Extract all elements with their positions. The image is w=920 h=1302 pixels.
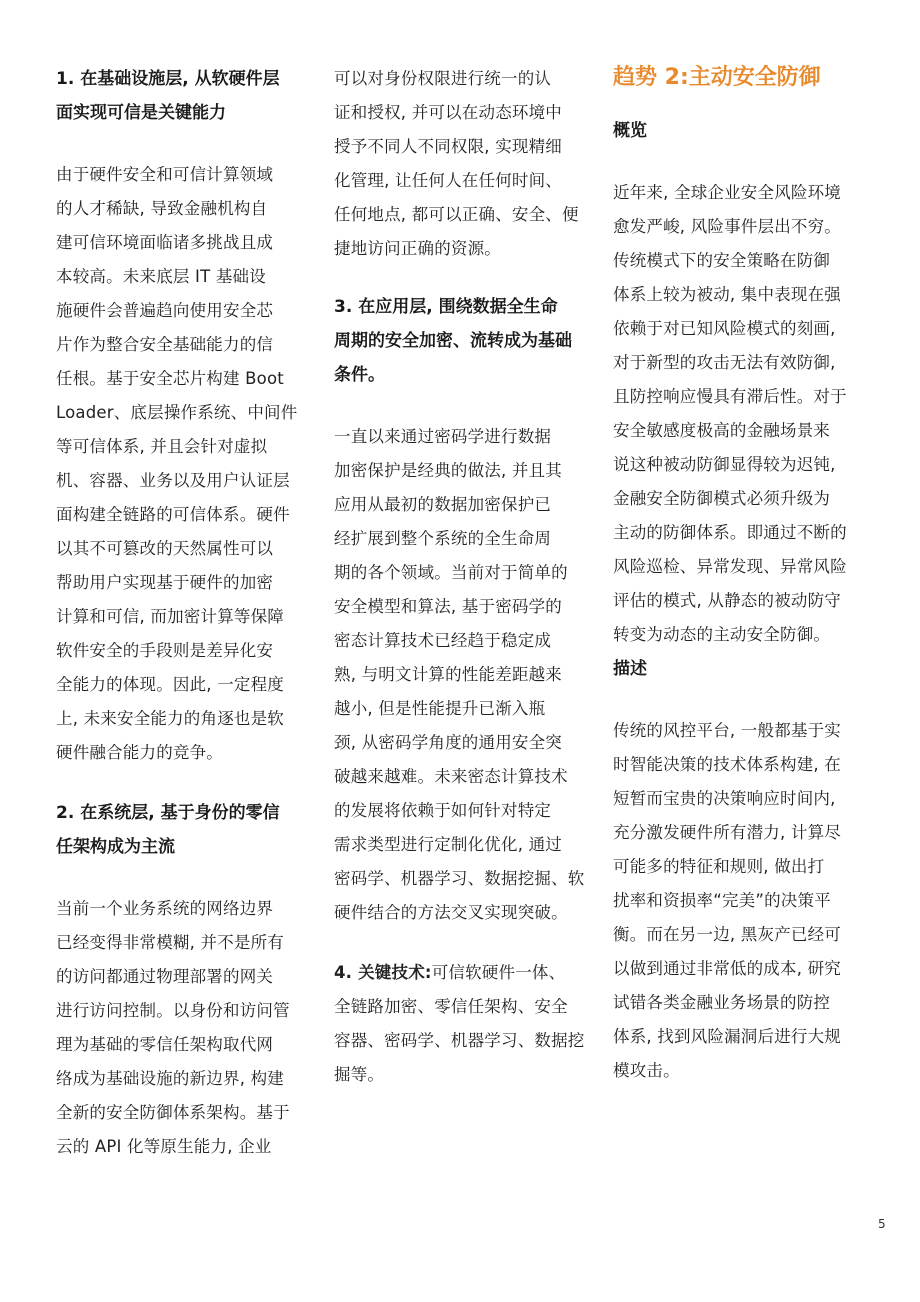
text-line: 面构建全链路的可信体系。硬件 bbox=[56, 505, 290, 524]
text-line: 等可信体系, 并且会针对虚拟 bbox=[56, 437, 268, 456]
text-line: 理为基础的零信任架构取代网 bbox=[56, 1035, 274, 1054]
text-line: 任何地点, 都可以正确、安全、便 bbox=[334, 205, 579, 224]
text-line: 由于硬件安全和可信计算领域 bbox=[56, 165, 274, 184]
text-line: Loader、底层操作系统、中间件 bbox=[56, 403, 298, 422]
text-line: 机、容器、业务以及用户认证层 bbox=[56, 471, 290, 490]
section4-line: 全链路加密、零信任架构、安全 bbox=[334, 997, 568, 1016]
text-line: 证和授权, 并可以在动态环境中 bbox=[334, 103, 562, 122]
text-line: 体系上较为被动, 集中表现在强 bbox=[613, 285, 841, 304]
column-right bbox=[613, 58, 869, 1088]
text-line: 加密保护是经典的做法, 并且其 bbox=[334, 461, 562, 480]
column-left bbox=[56, 62, 312, 1164]
text-line: 硬件结合的方法交叉实现突破。 bbox=[334, 903, 568, 922]
text-line: 可能多的特征和规则, 做出打 bbox=[613, 857, 825, 876]
text-line: 金融安全防御模式必须升级为 bbox=[613, 489, 831, 508]
section4-paragraph bbox=[334, 956, 590, 1092]
text-line: 转变为动态的主动安全防御。 bbox=[613, 625, 831, 644]
text-line: 需求类型进行定制化优化, 通过 bbox=[334, 835, 562, 854]
text-line: 已经变得非常模糊, 并不是所有 bbox=[56, 933, 284, 952]
text-line: 周期的安全加密、流转成为基础 bbox=[334, 331, 572, 351]
text-line: 的发展将依赖于如何针对特定 bbox=[334, 801, 552, 820]
section2-body bbox=[56, 892, 312, 1164]
text-line: 一直以来通过密码学进行数据 bbox=[334, 427, 552, 446]
text-line: 络成为基础设施的新边界, 构建 bbox=[56, 1069, 284, 1088]
text-line: 且防控响应慢具有滞后性。对于 bbox=[613, 387, 847, 406]
text-line: 条件。 bbox=[334, 365, 385, 385]
text-line: 的访问都通过物理部署的网关 bbox=[56, 967, 274, 986]
text-line: 计算和可信, 而加密计算等保障 bbox=[56, 607, 284, 626]
text-line: 以做到通过非常低的成本, 研究 bbox=[613, 959, 841, 978]
text-line: 颈, 从密码学角度的通用安全突 bbox=[334, 733, 562, 752]
trend-title: 趋势 2:主动安全防御 bbox=[613, 65, 821, 90]
text-line: 本较高。未来底层 IT 基础设 bbox=[56, 267, 266, 286]
text-line: 进行访问控制。以身份和访问管 bbox=[56, 1001, 290, 1020]
text-line: 经扩展到整个系统的全生命周 bbox=[334, 529, 552, 548]
section4-label: 4. 关键技术: bbox=[334, 963, 432, 982]
text-line: 硬件融合能力的竞争。 bbox=[56, 743, 223, 762]
text-line: 当前一个业务系统的网络边界 bbox=[56, 899, 274, 918]
text-line: 安全模型和算法, 基于密码学的 bbox=[334, 597, 562, 616]
section4-first-line bbox=[334, 956, 590, 990]
text-line: 时智能决策的技术体系构建, 在 bbox=[613, 755, 841, 774]
text-line: 建可信环境面临诸多挑战且成 bbox=[56, 233, 274, 252]
text-line: 传统的风控平台, 一般都基于实 bbox=[613, 721, 841, 740]
text-line: 面实现可信是关键能力 bbox=[56, 103, 226, 123]
section3-heading bbox=[334, 290, 590, 392]
text-line: 可以对身份权限进行统一的认 bbox=[334, 69, 552, 88]
text-line: 1. 在基础设施层, 从软硬件层 bbox=[56, 69, 280, 89]
text-line: 安全敏感度极高的金融场景来 bbox=[613, 421, 831, 440]
section2-heading bbox=[56, 796, 312, 864]
text-line: 以其不可篡改的天然属性可以 bbox=[56, 539, 274, 558]
section4-line: 容器、密码学、机器学习、数据挖 bbox=[334, 1031, 585, 1050]
text-line: 软件安全的手段则是差异化安 bbox=[56, 641, 274, 660]
text-line: 全新的安全防御体系架构。基于 bbox=[56, 1103, 290, 1122]
text-line: 评估的模式, 从静态的被动防守 bbox=[613, 591, 841, 610]
text-line: 任根。基于安全芯片构建 Boot bbox=[56, 369, 284, 388]
text-line: 施硬件会普遍趋向使用安全芯 bbox=[56, 301, 274, 320]
column-middle bbox=[334, 62, 590, 1092]
section4-line: 掘等。 bbox=[334, 1065, 385, 1084]
text-line: 化管理, 让任何人在任何时间、 bbox=[334, 171, 562, 190]
text-line: 捷地访问正确的资源。 bbox=[334, 239, 501, 258]
text-line: 说这种被动防御显得较为迟钝, bbox=[613, 455, 836, 474]
text-line: 模攻击。 bbox=[613, 1061, 680, 1080]
section3-body bbox=[334, 420, 590, 930]
text-line: 扰率和资损率“完美”的决策平 bbox=[613, 891, 831, 910]
text-line: 衡。而在另一边, 黑灰产已经可 bbox=[613, 925, 841, 944]
text-line: 近年来, 全球企业安全风险环境 bbox=[613, 183, 841, 202]
section2-body-continued bbox=[334, 62, 590, 266]
text-line: 短暂而宝贵的决策响应时间内, bbox=[613, 789, 836, 808]
text-line: 越小, 但是性能提升已渐入瓶 bbox=[334, 699, 546, 718]
text-line: 上, 未来安全能力的角逐也是软 bbox=[56, 709, 284, 728]
overview-body bbox=[613, 176, 869, 652]
section1-heading bbox=[56, 62, 312, 130]
text-line: 3. 在应用层, 围绕数据全生命 bbox=[334, 297, 558, 317]
text-line: 云的 API 化等原生能力, 企业 bbox=[56, 1137, 272, 1156]
description-body bbox=[613, 714, 869, 1088]
text-line: 试错各类金融业务场景的防控 bbox=[613, 993, 831, 1012]
page-number: 5 bbox=[878, 1217, 886, 1231]
text-line: 授予不同人不同权限, 实现精细 bbox=[334, 137, 562, 156]
text-line: 愈发严峻, 风险事件层出不穷。 bbox=[613, 217, 841, 236]
text-line: 密态计算技术已经趋于稳定成 bbox=[334, 631, 552, 650]
text-line: 主动的防御体系。即通过不断的 bbox=[613, 523, 847, 542]
description-heading: 描述 bbox=[613, 659, 647, 679]
text-line: 熟, 与明文计算的性能差距越来 bbox=[334, 665, 562, 684]
text-line: 体系, 找到风险漏洞后进行大规 bbox=[613, 1027, 841, 1046]
text-line: 应用从最初的数据加密保护已 bbox=[334, 495, 552, 514]
overview-heading: 概览 bbox=[613, 121, 647, 141]
text-line: 帮助用户实现基于硬件的加密 bbox=[56, 573, 274, 592]
text-line: 期的各个领域。当前对于简单的 bbox=[334, 563, 568, 582]
text-line: 2. 在系统层, 基于身份的零信 bbox=[56, 803, 280, 823]
section4-first-text: 可信软硬件一体、 bbox=[431, 963, 566, 982]
text-line: 传统模式下的安全策略在防御 bbox=[613, 251, 831, 270]
section1-body bbox=[56, 158, 312, 770]
text-line: 充分激发硬件所有潜力, 计算尽 bbox=[613, 823, 841, 842]
text-line: 对于新型的攻击无法有效防御, bbox=[613, 353, 836, 372]
text-line: 破越来越难。未来密态计算技术 bbox=[334, 767, 568, 786]
text-line: 片作为整合安全基础能力的信 bbox=[56, 335, 274, 354]
text-line: 风险巡检、异常发现、异常风险 bbox=[613, 557, 847, 576]
text-line: 任架构成为主流 bbox=[56, 837, 175, 857]
text-line: 的人才稀缺, 导致金融机构自 bbox=[56, 199, 268, 218]
text-line: 密码学、机器学习、数据挖掘、软 bbox=[334, 869, 585, 888]
text-line: 依赖于对已知风险模式的刻画, bbox=[613, 319, 836, 338]
text-line: 全能力的体现。因此, 一定程度 bbox=[56, 675, 284, 694]
